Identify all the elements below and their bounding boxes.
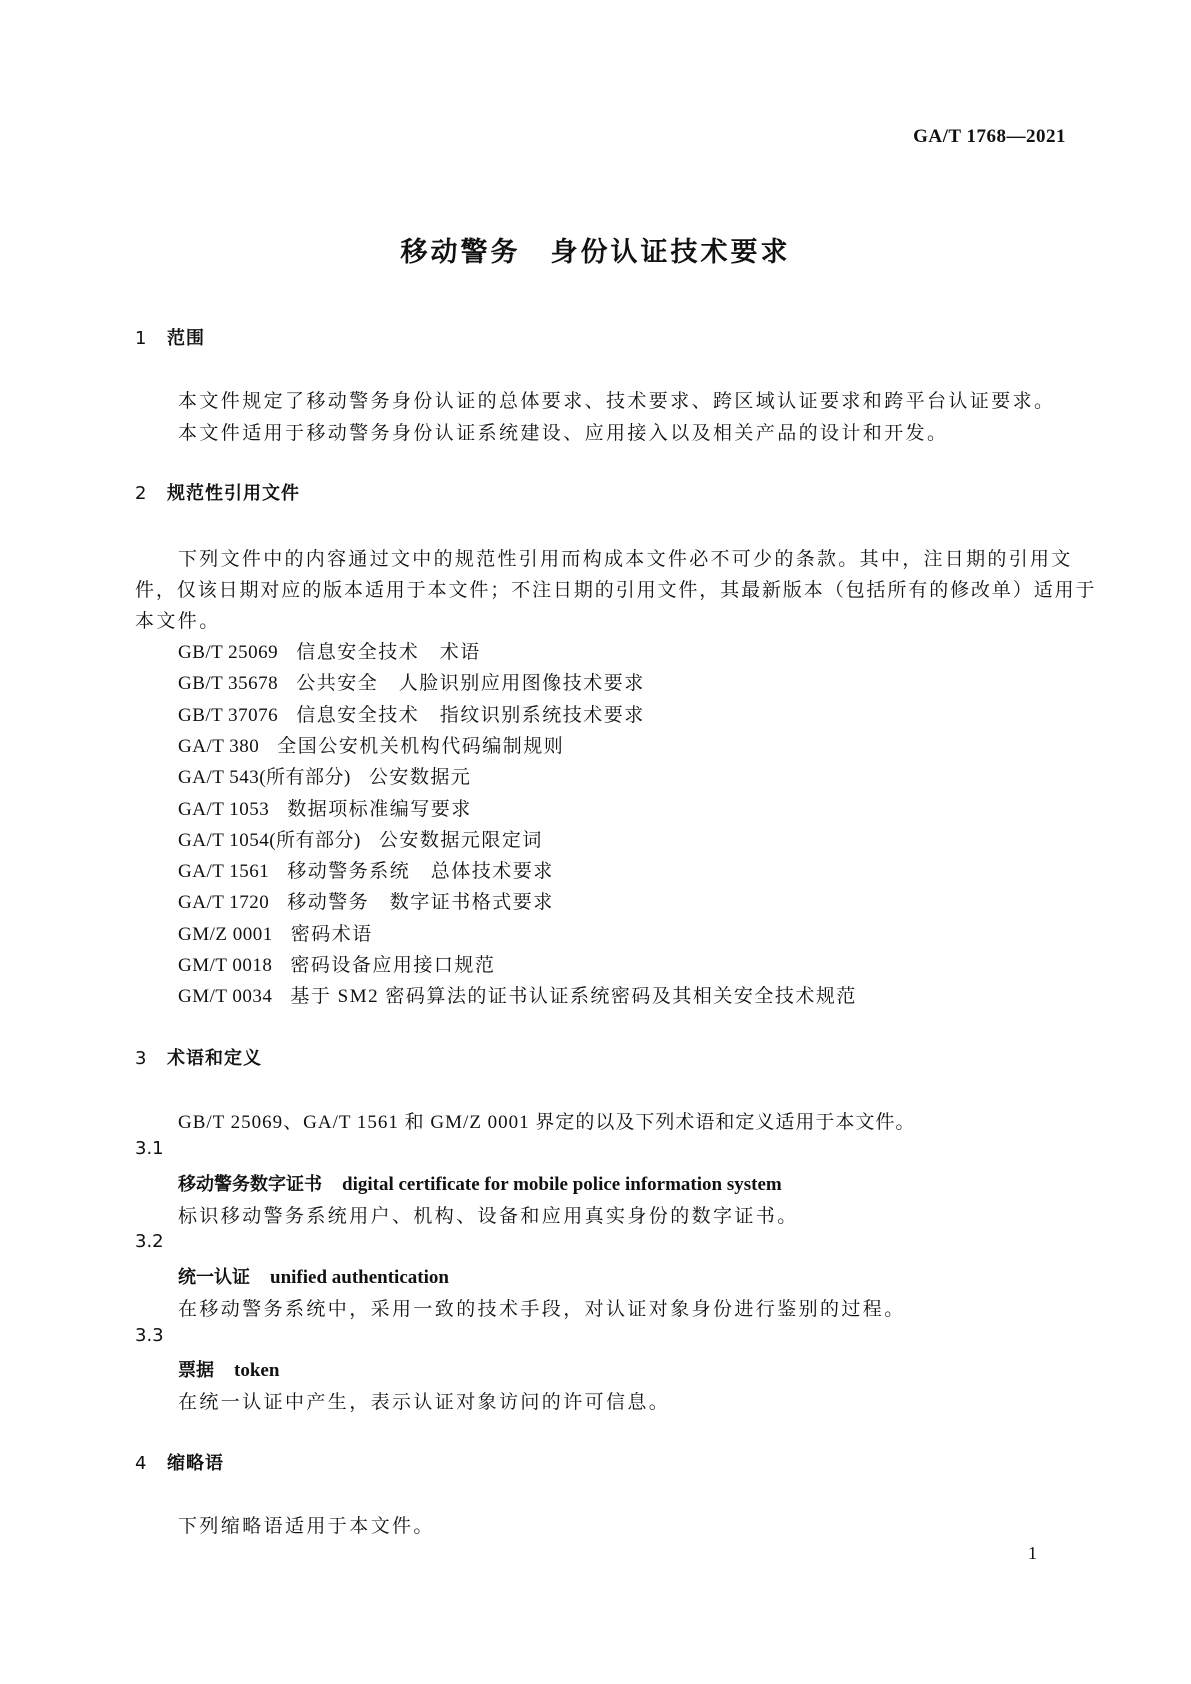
reference-title: 移动警务 数字证书格式要求 [287, 892, 554, 914]
reference-item [178, 700, 645, 727]
reference-title: 基于 SM2 密码算法的证书认证系统密码及其相关安全技术规范 [290, 986, 857, 1008]
term-definition: 在统一认证中产生，表示认证对象访问的许可信息。 [178, 1392, 671, 1413]
reference-title: 密码设备应用接口规范 [290, 955, 496, 976]
reference-code: GA/T 1054(所有部分) [178, 829, 361, 851]
term-en: digital certificate for mobile police information system [342, 1174, 782, 1195]
reference-item [178, 919, 373, 946]
reference-code: GB/T 37076 [178, 704, 279, 726]
reference-code: GA/T 1561 [178, 861, 270, 883]
term-heading [178, 1356, 279, 1382]
reference-code: GM/T 0034 [178, 986, 273, 1008]
term-zh: 统一认证 [178, 1267, 250, 1288]
reference-title: 数据项标准编写要求 [287, 798, 472, 820]
reference-item [178, 794, 472, 821]
term-heading [178, 1263, 449, 1289]
section-title: 规范性引用文件 [167, 483, 300, 504]
section-title: 缩略语 [167, 1453, 224, 1474]
reference-item [178, 856, 554, 883]
reference-code: GB/T 35678 [178, 673, 279, 695]
reference-item [178, 762, 471, 789]
term-definition: 标识移动警务系统用户、机构、设备和应用真实身份的数字证书。 [178, 1206, 799, 1227]
paragraph-line: 本文件。 [135, 611, 221, 632]
reference-item [178, 731, 564, 758]
term-definition: 在移动警务系统中，采用一致的技术手段，对认证对象身份进行鉴别的过程。 [178, 1299, 906, 1320]
document-title: 移动警务 身份认证技术要求 [400, 237, 791, 268]
page-number: 1 [1028, 1543, 1037, 1563]
term-number: 3.1 [135, 1138, 164, 1159]
term-zh: 票据 [178, 1360, 214, 1381]
paragraph-line: 件，仅该日期对应的版本适用于本文件；不注日期的引用文件，其最新版本（包括所有的修改单）适用于 [135, 580, 1097, 601]
reference-title: 移动警务系统 总体技术要求 [287, 861, 554, 883]
section-3-heading [135, 1044, 262, 1070]
paragraph-line: 下列文件中的内容通过文中的规范性引用而构成本文件必不可少的条款。其中，注日期的引用文 [178, 549, 1073, 570]
reference-title: 全国公安机关机构代码编制规则 [277, 735, 565, 757]
section-number: 3 [135, 1048, 148, 1069]
reference-item [178, 950, 495, 977]
section-4-heading [135, 1449, 224, 1475]
paragraph: 本文件适用于移动警务身份认证系统建设、应用接入以及相关产品的设计和开发。 [178, 423, 949, 444]
reference-code: GA/T 380 [178, 735, 260, 757]
reference-title: 公安数据元 [368, 767, 472, 789]
reference-item [178, 887, 554, 914]
reference-code: GM/T 0018 [178, 955, 273, 976]
term-en: token [234, 1360, 280, 1381]
reference-item [178, 668, 645, 695]
term-heading [178, 1170, 782, 1196]
reference-code: GB/T 25069 [178, 642, 279, 663]
paragraph: GB/T 25069、GA/T 1561 和 GM/Z 0001 界定的以及下列术语和定义适用于本文件。 [178, 1112, 916, 1133]
term-zh: 移动警务数字证书 [178, 1174, 322, 1195]
section-2-heading [135, 479, 300, 505]
section-title: 术语和定义 [167, 1048, 262, 1069]
term-number: 3.2 [135, 1231, 164, 1252]
term-en: unified authentication [270, 1267, 449, 1288]
reference-item [178, 825, 543, 852]
term-number: 3.3 [135, 1325, 164, 1346]
section-1-heading [135, 324, 205, 350]
reference-code: GA/T 543(所有部分) [178, 767, 351, 789]
section-number: 2 [135, 483, 148, 504]
reference-item [178, 637, 481, 664]
reference-code: GA/T 1053 [178, 798, 270, 820]
reference-title: 密码术语 [290, 923, 373, 945]
reference-title: 信息安全技术 指纹识别系统技术要求 [296, 704, 645, 726]
standard-number: GA/T 1768—2021 [913, 126, 1066, 147]
paragraph: 本文件规定了移动警务身份认证的总体要求、技术要求、跨区域认证要求和跨平台认证要求。 [178, 391, 1056, 412]
reference-code: GA/T 1720 [178, 892, 270, 914]
reference-title: 公安数据元限定词 [378, 829, 543, 851]
reference-code: GM/Z 0001 [178, 923, 273, 945]
paragraph: 下列缩略语适用于本文件。 [178, 1516, 435, 1537]
section-title: 范围 [167, 328, 205, 349]
reference-title: 信息安全技术 术语 [296, 642, 481, 663]
section-number: 1 [135, 328, 148, 349]
reference-item [178, 981, 857, 1008]
section-number: 4 [135, 1453, 148, 1474]
reference-title: 公共安全 人脸识别应用图像技术要求 [296, 673, 645, 695]
